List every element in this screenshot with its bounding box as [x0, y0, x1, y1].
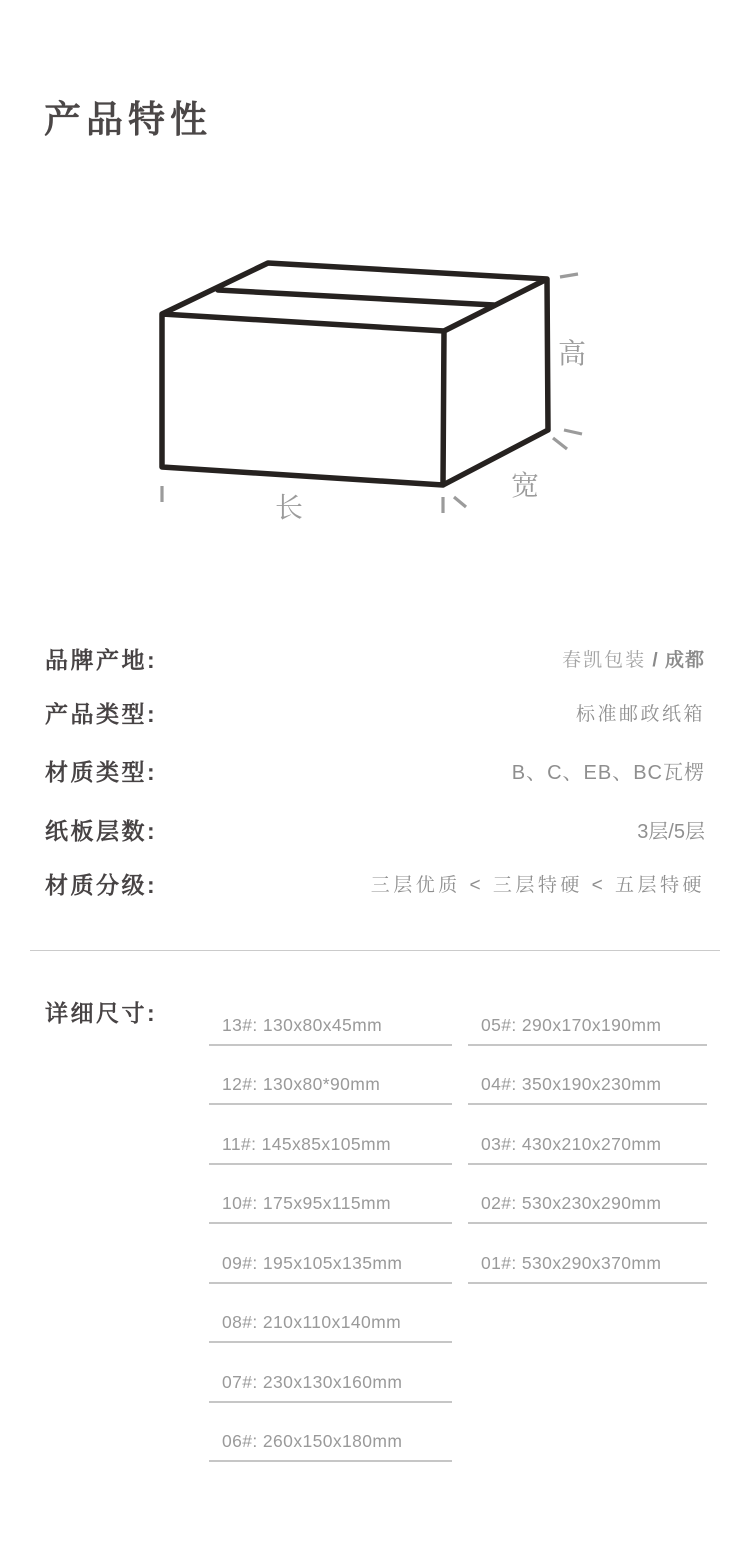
spec-value: 3层/5层 [637, 820, 705, 843]
spec-label: 纸板层数: [45, 817, 158, 844]
spec-label: 材质类型: [45, 758, 158, 785]
section-divider [30, 950, 720, 951]
size-item: 12#: 130x80*90mm [209, 1046, 452, 1106]
height-label: 高 [557, 338, 587, 369]
spec-row-board-layers [45, 815, 705, 843]
size-item: 08#: 210x110x140mm [209, 1284, 452, 1344]
detailed-sizes-label: 详细尺寸: [45, 1000, 158, 1026]
size-item: 07#: 230x130x160mm [209, 1343, 452, 1403]
spec-label: 产品类型: [45, 700, 158, 727]
page-title: 产品特性 [44, 99, 212, 140]
size-item: 06#: 260x150x180mm [209, 1403, 452, 1463]
length-label: 长 [274, 492, 304, 523]
spec-value: 标准邮政纸箱 [575, 703, 705, 725]
size-item: 03#: 430x210x270mm [468, 1105, 707, 1165]
spec-row-product-type [45, 698, 705, 726]
size-column-right [468, 986, 707, 1284]
spec-row-material-type [45, 756, 705, 784]
carton-box-illustration [130, 245, 600, 530]
spec-value: B、C、EB、BC瓦楞 [511, 761, 705, 784]
spec-value: 三层优质 < 三层特硬 < 五层特硬 [370, 874, 705, 896]
spec-row-material-grade [45, 869, 705, 897]
box-lid-seam [218, 290, 494, 305]
size-item: 02#: 530x230x290mm [468, 1165, 707, 1225]
spec-label: 材质分级: [45, 871, 158, 898]
brand-city: / 成都 [646, 649, 705, 671]
size-item: 10#: 175x95x115mm [209, 1165, 452, 1225]
size-item: 05#: 290x170x190mm [468, 986, 707, 1046]
size-column-left [209, 986, 452, 1462]
brand-name: 春凯包装 [562, 648, 647, 671]
size-item: 13#: 130x80x45mm [209, 986, 452, 1046]
width-label: 宽 [510, 470, 540, 501]
size-item: 09#: 195x105x135mm [209, 1224, 452, 1284]
size-item: 04#: 350x190x230mm [468, 1046, 707, 1106]
size-item: 01#: 530x290x370mm [468, 1224, 707, 1284]
spec-row-brand-origin [45, 644, 705, 672]
size-item: 11#: 145x85x105mm [209, 1105, 452, 1165]
spec-label: 品牌产地: [45, 646, 158, 673]
spec-value [562, 645, 705, 672]
box-dimension-diagram [130, 245, 600, 530]
